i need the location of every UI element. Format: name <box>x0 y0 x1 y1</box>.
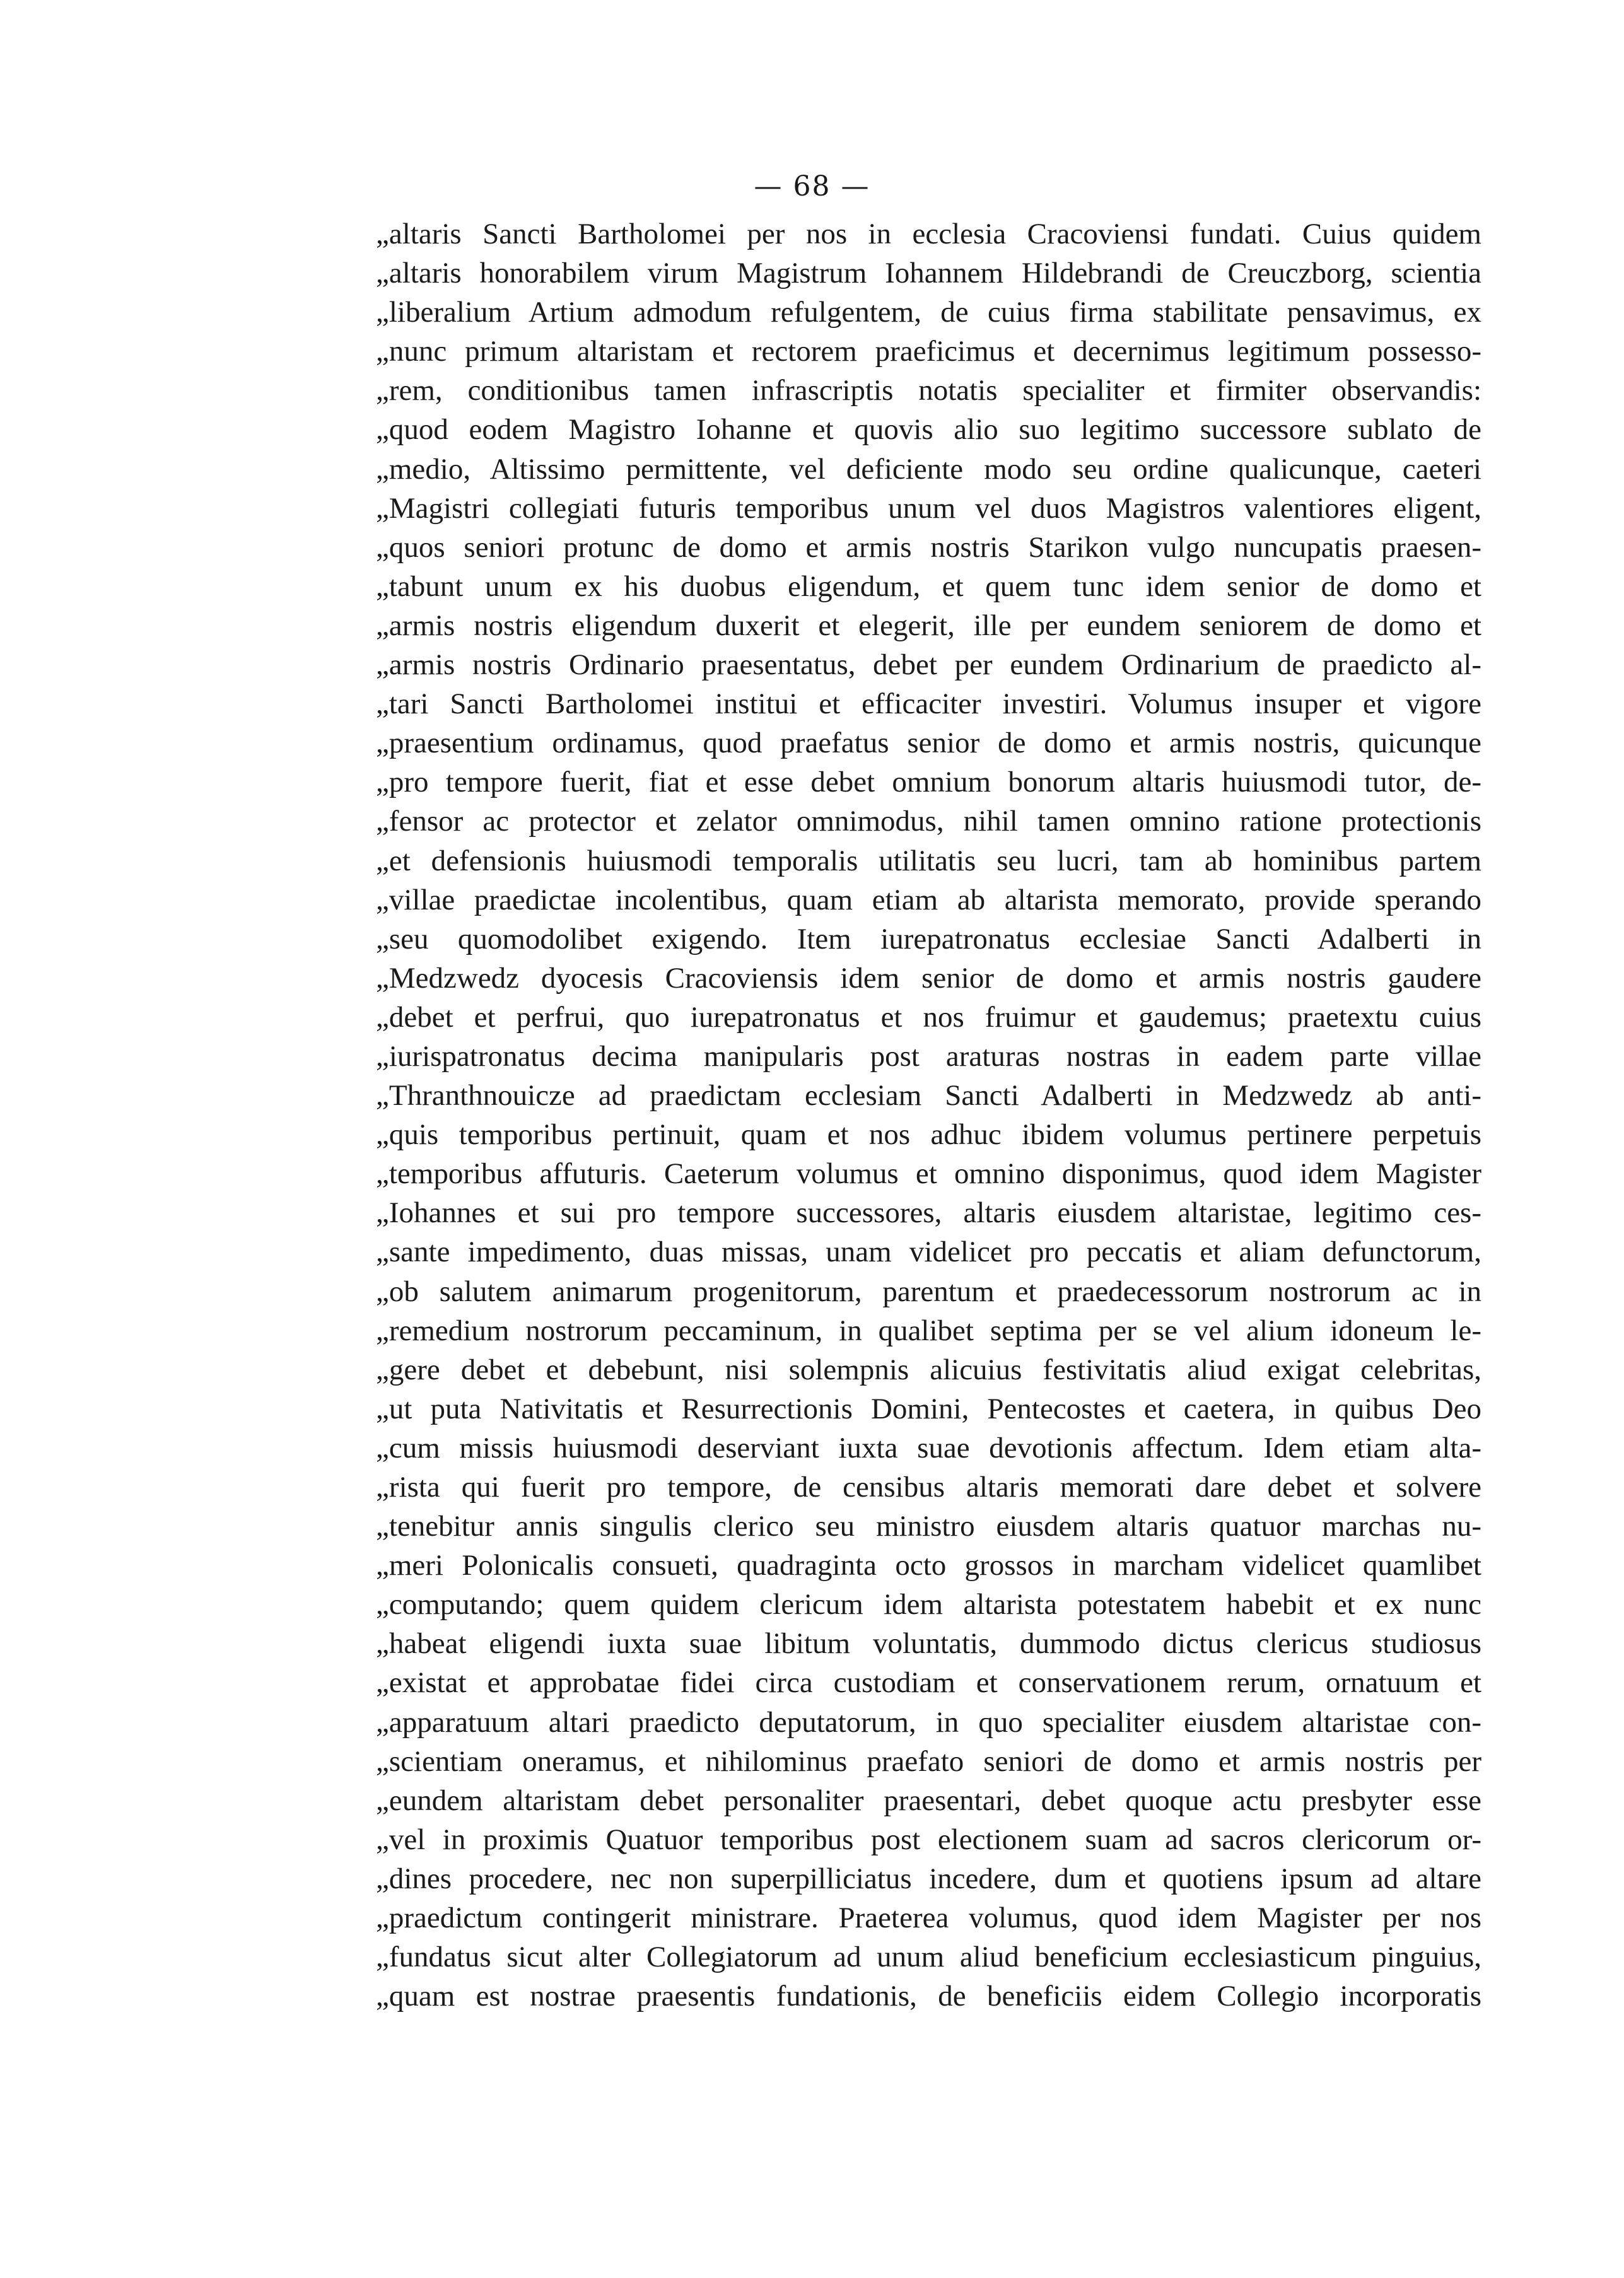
text-line: „tenebitur annis singulis clerico seu ministro eiusdem altaris quatuor marchas nu- <box>376 1510 1481 1543</box>
page-number: — 68 — <box>754 170 870 202</box>
text-line: „computando; quem quidem clericum idem altarista potestatem habebit et ex nunc <box>376 1588 1481 1621</box>
text-line: „temporibus affuturis. Caeterum volumus et omnino disponimus, quod idem Magister <box>376 1157 1481 1191</box>
text-line: „sante impedimento, duas missas, unam videlicet pro peccatis et aliam defunctorum, <box>376 1235 1481 1269</box>
text-line: „scientiam oneramus, et nihilominus praefato seniori de domo et armis nostris per <box>376 1744 1481 1778</box>
text-line: „iurispatronatus decima manipularis post araturas nostras in eadem parte villae <box>376 1039 1481 1073</box>
text-line: „existat et approbatae fidei circa custodiam et conservationem rerum, ornatuum et <box>376 1666 1481 1700</box>
text-line: „pro tempore fuerit, fiat et esse debet omnium bonorum altaris huiusmodi tutor, de- <box>376 766 1481 799</box>
text-line: „fundatus sicut alter Collegiatorum ad unum aliud beneficium ecclesiasticum pinguius, <box>376 1941 1481 1974</box>
text-line: „Iohannes et sui pro tempore successores, altaris eiusdem altaristae, legitimo ces- <box>376 1196 1481 1230</box>
text-line: „debet et perfrui, quo iurepatronatus et nos fruimur et gaudemus; praetextu cuius <box>376 1000 1481 1034</box>
text-line: „medio, Altissimo permittente, vel deficiente modo seu ordine qualicunque, caeteri <box>376 452 1481 486</box>
text-line: „armis nostris Ordinario praesentatus, debet per eundem Ordinarium de praedicto al- <box>376 648 1481 682</box>
text-line: „remedium nostrorum peccaminum, in qualibet septima per se vel alium idoneum le- <box>376 1314 1481 1347</box>
text-line: „praesentium ordinamus, quod praefatus senior de domo et armis nostris, quicunque <box>376 727 1481 760</box>
text-line: „meri Polonicalis consueti, quadraginta octo grossos in marcham videlicet quamlibet <box>376 1549 1481 1582</box>
text-line: „praedictum contingerit ministrare. Praeterea volumus, quod idem Magister per nos <box>376 1901 1481 1935</box>
text-line: „rista qui fuerit pro tempore, de censibus altaris memorati dare debet et solvere <box>376 1471 1481 1504</box>
text-line: „liberalium Artium admodum refulgentem, de cuius firma stabilitate pensavimus, ex <box>376 296 1481 329</box>
text-line: „quam est nostrae praesentis fundationis, de beneficiis eidem Collegio incorporatis <box>376 1980 1481 2013</box>
text-line: „ob salutem animarum progenitorum, parentum et praedecessorum nostrorum ac in <box>376 1275 1481 1308</box>
text-line: „cum missis huiusmodi deserviant iuxta suae devotionis affectum. Idem etiam alta- <box>376 1431 1481 1464</box>
text-line: „quis temporibus pertinuit, quam et nos adhuc ibidem volumus pertinere perpetuis <box>376 1118 1481 1152</box>
text-line: „villae praedictae incolentibus, quam etiam ab altarista memorato, provide sperando <box>376 883 1481 916</box>
text-line: „et defensionis huiusmodi temporalis utilitatis seu lucri, tam ab hominibus partem <box>376 844 1481 877</box>
text-line: „seu quomodolibet exigendo. Item iurepatronatus ecclesiae Sancti Adalberti in <box>376 922 1481 955</box>
text-line: „altaris Sancti Bartholomei per nos in ecclesia Cracoviensi fundati. Cuius quidem <box>376 218 1481 250</box>
text-line: „armis nostris eligendum duxerit et elegerit, ille per eundem seniorem de domo et <box>376 609 1481 642</box>
text-line: „fensor ac protector et zelator omnimodus, nihil tamen omnino ratione protectionis <box>376 805 1481 838</box>
text-line: „dines procedere, nec non superpilliciatus incedere, dum et quotiens ipsum ad altare <box>376 1862 1481 1895</box>
text-line: „eundem altaristam debet personaliter praesentari, debet quoque actu presbyter esse <box>376 1784 1481 1817</box>
text-line: „habeat eligendi iuxta suae libitum voluntatis, dummodo dictus clericus studiosus <box>376 1627 1481 1661</box>
text-line: „vel in proximis Quatuor temporibus post electionem suam ad sacros clericorum or- <box>376 1823 1481 1856</box>
body-text <box>376 214 1481 2016</box>
text-line: „rem, conditionibus tamen infrascriptis notatis specialiter et firmiter observandis: <box>376 374 1481 407</box>
text-line: „tabunt unum ex his duobus eligendum, et quem tunc idem senior de domo et <box>376 570 1481 603</box>
text-line: „nunc primum altaristam et rectorem praeficimus et decernimus legitimum possesso- <box>376 335 1481 368</box>
text-line: „quos seniori protunc de domo et armis nostris Starikon vulgo nuncupatis praesen- <box>376 530 1481 564</box>
text-line: „Medzwedz dyocesis Cracoviensis idem senior de domo et armis nostris gaudere <box>376 961 1481 995</box>
text-line: „gere debet et debebunt, nisi solempnis alicuius festivitatis aliud exigat celebritas, <box>376 1353 1481 1386</box>
text-line: „Thranthnouicze ad praedictam ecclesiam Sancti Adalberti in Medzwedz ab anti- <box>376 1079 1481 1113</box>
text-line: „ut puta Nativitatis et Resurrectionis Domini, Pentecostes et caetera, in quibus Deo <box>376 1392 1481 1425</box>
text-line: „apparatuum altari praedicto deputatorum, in quo specialiter eiusdem altaristae con- <box>376 1705 1481 1739</box>
text-line: „altaris honorabilem virum Magistrum Iohannem Hildebrandi de Creuczborg, scientia <box>376 257 1481 290</box>
text-line: „quod eodem Magistro Iohanne et quovis alio suo legitimo successore sublato de <box>376 413 1481 447</box>
text-line: „tari Sancti Bartholomei institui et efficaciter investiri. Volumus insuper et vigore <box>376 687 1481 721</box>
text-line: „Magistri collegiati futuris temporibus unum vel duos Magistros valentiores eligent, <box>376 491 1481 525</box>
